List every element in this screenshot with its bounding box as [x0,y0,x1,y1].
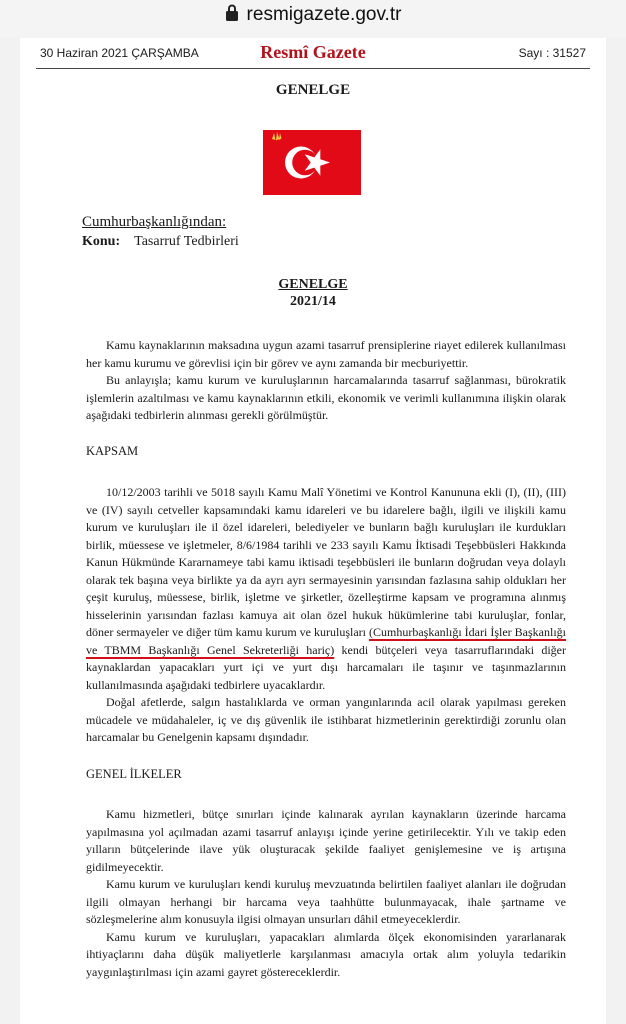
kapsam-text-b: kendi bütçeleri veya tasarruflarındaki diğer kaynaklardan yapacakları yurt içi ve yurt dışı harcamaları ile taşınır ve taşınmazlarının kullanılmasında aşağıdaki tedbirlere uyacaklardır. [86,642,566,692]
lock-icon [225,4,239,22]
ilke-paragraph: Kamu kurum ve kuruluşları, yapacakları alımlarda ölçek ekonomisinden yararlanarak ihtiyaçlarını daha düşük maliyetlerle karşılanması amacıyla ortak alım yoluyla tedarikin yaygınlaştırılması için azami gayret göstereceklerdir. [86,929,566,979]
subject-value: Tasarruf Tedbirleri [134,234,239,249]
subject-row [82,234,239,250]
left-margin [0,38,20,1024]
right-margin [606,38,626,1024]
circular-title: GENELGE [278,277,348,292]
header-divider [36,68,590,69]
gazette-header [40,42,586,68]
section-heading-genel-ilkeler: GENEL İLKELER [86,767,182,781]
section-heading-kapsam: KAPSAM [86,444,139,458]
intro-paragraph: Kamu kaynaklarının maksadına uygun azami tasarruf prensiplerine riayet edilerek kullanılması her kamu kurumu ve görevlisi için bir görev ve aynı zamanda bir mecburiyettir. [86,338,566,370]
circular-number: 2021/14 [290,294,336,309]
issue-date: 30 Haziran 2021 ÇARŞAMBA [40,46,199,60]
kapsam-section [86,484,566,747]
url-text: resmigazete.gov.tr [246,4,402,25]
issuer: Cumhurbaşkanlığından: [82,214,227,230]
turkish-flag-icon [263,130,361,195]
kapsam-paragraph [86,484,566,694]
highlighted-exception: (Cumhurbaşkanlığı İdari İşler Başkanlığı ve TBMM Başkanlığı Genel Sekreterliği hariç) [86,625,566,657]
address-bar-url[interactable] [0,4,626,26]
intro-paragraph: Bu anlayışla; kamu kurum ve kuruluşlarının harcamalarında tasarruf sağlanması, bürokratik işlemlerin azaltılması ve kamu kaynaklarının etkili, ekonomik ve verimli kullanımına ilişkin olarak aşağıdaki tedbirlerin alınması gerekli görülmüştür. [86,373,566,422]
intro-section [86,337,566,425]
subject-label: Konu: [82,234,121,249]
ilke-paragraph: Kamu hizmetleri, bütçe sınırları içinde kalınarak ayrılan kaynakların üzerinde harcama yapılmasına yol açılmadan azami tasarruf anlayışı içinde yerine getirilecektir. Yılı ve takip eden yılların bütçelerinde ilave yük oluşturacak şekilde faaliyet genişlemesine ve iş artışına gidilmeyecektir. [86,807,566,874]
issue-number: Sayı : 31527 [518,46,586,60]
ilkeler-section [86,806,566,981]
kapsam-paragraph: Doğal afetlerde, salgın hastalıklarda ve orman yangınlarında acil olarak yapılması gereken mücadele ve müdahaleler, iç ve dış güvenlik ile istihbarat hizmetlerinin gerektirdiği zorunlu olan harcamalar bu Genelgenin kapsamı dışındadır. [86,695,566,744]
gazette-page [20,38,606,1024]
ilke-paragraph: Kamu kurum ve kuruluşları kendi kuruluş mevzuatında belirtilen faaliyet alanları ile doğrudan ilgili olmayan herhangi bir harcama veya taahhütte bulunmayacak, ihale şartname ve sözleşmelerine alım konusuyla ilgisi olmayan unsurları dâhil etmeyeceklerdir. [86,877,566,926]
kapsam-text-a: 10/12/2003 tarihli ve 5018 sayılı Kamu Malî Yönetimi ve Kontrol Kanununa ekli (I), (II), (III) ve (IV) sayılı cetveller kapsamındaki kamu idareleri ve bu idarelere bağlı, ilgili ve ilişkili kamu kurum ve kuruluşları ile il özel idareleri, belediyeler ve bunların bağlı kuruluşları ile kurdukları birlik, müessese ve işletmeler, 8/6/1984 tarihli ve 233 sayılı Kamu İktisadi Teşebbüsleri Hakkında Kanun Hükmünde Kararnameye tabi kamu iktisadi teşebbüsleri ile bunların doğrudan veya dolaylı olarak tek başına veya birlikte ya da ayrı ayrı sermayesinin yarısından fazlasına sahip oldukları her çeşit kuruluş, müessese, birlik, işletme ve şirketler, özelleştirme kapsam ve programına alınmış hisselerinin yarısından fazlası kamuya ait olan özel hukuk hükümlerine tabi kuruluşlar, fonlar, döner sermayeler ve diğer tüm kamu kurum ve kuruluşları [86,485,566,639]
browser-address-bar[interactable] [0,0,626,38]
gazette-title: Resmî Gazete [260,42,366,62]
document-type-title: GENELGE [275,82,351,98]
